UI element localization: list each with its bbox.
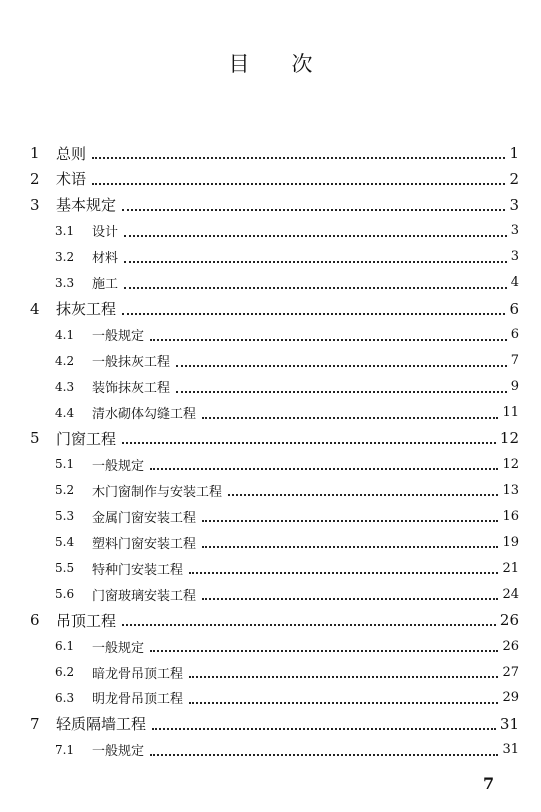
toc-entry-page: 12: [499, 429, 519, 448]
toc-entry-page: 12: [502, 456, 519, 472]
toc-entry-label: 暗龙骨吊顶工程: [92, 666, 184, 682]
toc-entry-page: 31: [499, 714, 519, 733]
toc-entry-number: 5.6: [55, 587, 75, 602]
leader-dots: [124, 260, 507, 263]
toc-entry-number: 4.4: [55, 405, 75, 420]
toc-entry-page: 9: [510, 379, 519, 395]
toc-entry-page: 21: [502, 560, 519, 576]
leader-dots: [228, 493, 498, 496]
toc-entry-page: 1: [509, 144, 519, 162]
leader-dots: [189, 675, 498, 678]
toc-entry-label: 吊顶工程: [56, 611, 117, 630]
leader-dots: [152, 727, 496, 730]
toc-entry[interactable]: [0, 271, 541, 295]
toc-entry-label: 清水砌体勾缝工程: [92, 407, 197, 422]
toc-entry-number: 2: [30, 169, 40, 188]
toc-entry-number: 7: [30, 714, 40, 733]
toc-entry-page: 7: [510, 353, 519, 369]
toc-entry[interactable]: [0, 245, 541, 269]
toc-entry[interactable]: [0, 660, 541, 684]
toc-entry-label: 金属门窗安装工程: [92, 510, 197, 526]
toc-entry-number: 4.3: [55, 379, 75, 394]
leader-dots: [176, 390, 507, 393]
toc-entry-number: 3.2: [55, 249, 75, 264]
toc-entry-number: 4.2: [55, 353, 75, 368]
toc-entry-label: 塑料门窗安装工程: [92, 536, 197, 552]
toc-entry[interactable]: [0, 193, 541, 217]
toc-entry-label: 一般规定: [92, 744, 145, 760]
toc-entry-number: 3.1: [55, 223, 75, 238]
toc-entry-label: 材料: [92, 251, 119, 267]
toc-entry-label: 术语: [56, 170, 87, 189]
toc-entry-number: 5.5: [55, 561, 75, 576]
leader-dots: [202, 545, 498, 548]
toc-entry-number: 5.1: [55, 457, 75, 472]
toc-entry[interactable]: [0, 556, 541, 580]
toc-entry[interactable]: [0, 141, 541, 165]
title-char-left: 目: [228, 52, 250, 76]
leader-dots: [202, 519, 498, 522]
toc-entry-number: 3: [30, 195, 40, 214]
toc-entry[interactable]: [0, 738, 541, 762]
leader-dots: [92, 156, 505, 159]
leader-dots: [92, 182, 505, 185]
toc-entry-page: 26: [502, 638, 519, 654]
leader-dots: [150, 649, 498, 652]
toc-entry-page: 19: [502, 534, 519, 550]
toc-entry-label: 轻质隔墙工程: [56, 715, 147, 734]
leader-dots: [122, 441, 496, 444]
leader-dots: [124, 286, 507, 289]
toc-entry-label: 施工: [92, 277, 119, 293]
toc-entry-label: 一般规定: [92, 458, 145, 474]
toc-entry[interactable]: [0, 478, 541, 502]
page-number: 7: [483, 774, 495, 793]
toc-entry[interactable]: [0, 608, 541, 632]
toc-entry-page: 29: [502, 690, 519, 706]
toc-title: [0, 48, 541, 78]
leader-dots: [189, 571, 498, 574]
toc-entry-page: 3: [510, 249, 519, 265]
toc-entry[interactable]: [0, 323, 541, 347]
toc-entry-number: 5.3: [55, 509, 75, 524]
toc-entry-label: 门窗玻璃安装工程: [92, 588, 197, 604]
toc-entry-label: 抹灰工程: [56, 300, 117, 319]
toc-entry-number: 3.3: [55, 275, 75, 290]
toc-entry-number: 4.1: [55, 327, 75, 342]
toc-entry[interactable]: [0, 504, 541, 528]
toc-entry[interactable]: [0, 686, 541, 710]
toc-entry[interactable]: [0, 582, 541, 606]
toc-entry[interactable]: [0, 219, 541, 243]
leader-dots: [189, 701, 498, 704]
toc-entry-number: 6: [30, 611, 40, 630]
toc-entry-number: 5.4: [55, 535, 75, 550]
leader-dots: [176, 364, 507, 367]
toc-entry-number: 6.1: [55, 639, 75, 654]
toc-entry-page: 13: [502, 482, 519, 498]
toc-entry[interactable]: [0, 712, 541, 736]
toc-entry-label: 门窗工程: [56, 429, 117, 448]
toc-entry-page: 3: [509, 195, 519, 214]
toc-entry-page: 11: [502, 405, 519, 420]
toc-entry-page: 6: [509, 299, 519, 318]
leader-dots: [202, 597, 498, 600]
leader-dots: [150, 753, 498, 756]
toc-entry-label: 总则: [56, 144, 87, 163]
toc-entry-label: 装饰抹灰工程: [92, 381, 171, 397]
toc-entry-number: 5: [30, 429, 40, 448]
toc-entry-number: 5.2: [55, 483, 75, 498]
toc-entry-label: 一般抹灰工程: [92, 355, 171, 371]
toc-entry-page: 26: [499, 611, 519, 630]
toc-entry[interactable]: [0, 530, 541, 554]
toc-entry[interactable]: [0, 426, 541, 450]
toc-entry[interactable]: [0, 634, 541, 658]
toc-entry-number: 6.2: [55, 665, 75, 679]
toc-entry-page: 2: [509, 169, 519, 188]
toc-entry-number: 1: [30, 144, 40, 162]
toc-entry-label: 特种门安装工程: [92, 562, 184, 578]
title-char-right: 次: [291, 52, 313, 76]
toc-entry-page: 6: [510, 327, 519, 343]
leader-dots: [202, 416, 498, 419]
leader-dots: [122, 312, 505, 315]
leader-dots: [124, 234, 507, 237]
toc-entry-label: 设计: [92, 225, 119, 241]
toc-entry-page: 4: [510, 275, 519, 291]
toc-entry[interactable]: [0, 349, 541, 373]
toc-entry-label: 基本规定: [56, 196, 117, 215]
toc-entry-label: 一般规定: [92, 640, 145, 656]
toc-entry-page: 31: [502, 742, 519, 758]
toc-entry-label: 木门窗制作与安装工程: [92, 484, 223, 500]
toc-entry[interactable]: [0, 375, 541, 399]
toc-entry-page: 24: [502, 586, 519, 602]
toc-entry-page: 3: [510, 223, 519, 239]
toc-entry-number: 7.1: [55, 742, 75, 757]
toc-entry[interactable]: [0, 167, 541, 191]
toc-entry-page: 16: [502, 508, 519, 524]
leader-dots: [122, 208, 505, 211]
toc-entry-number: 6.3: [55, 690, 75, 705]
leader-dots: [150, 467, 498, 470]
toc-entry-page: 27: [502, 664, 519, 680]
toc-entry[interactable]: [0, 401, 541, 425]
toc-entry-number: 4: [30, 299, 40, 318]
leader-dots: [150, 338, 507, 341]
leader-dots: [122, 623, 496, 626]
toc-entry-label: 一般规定: [92, 329, 145, 345]
toc-entry-label: 明龙骨吊顶工程: [92, 692, 184, 708]
toc-entry[interactable]: [0, 452, 541, 476]
toc-entry[interactable]: [0, 297, 541, 321]
